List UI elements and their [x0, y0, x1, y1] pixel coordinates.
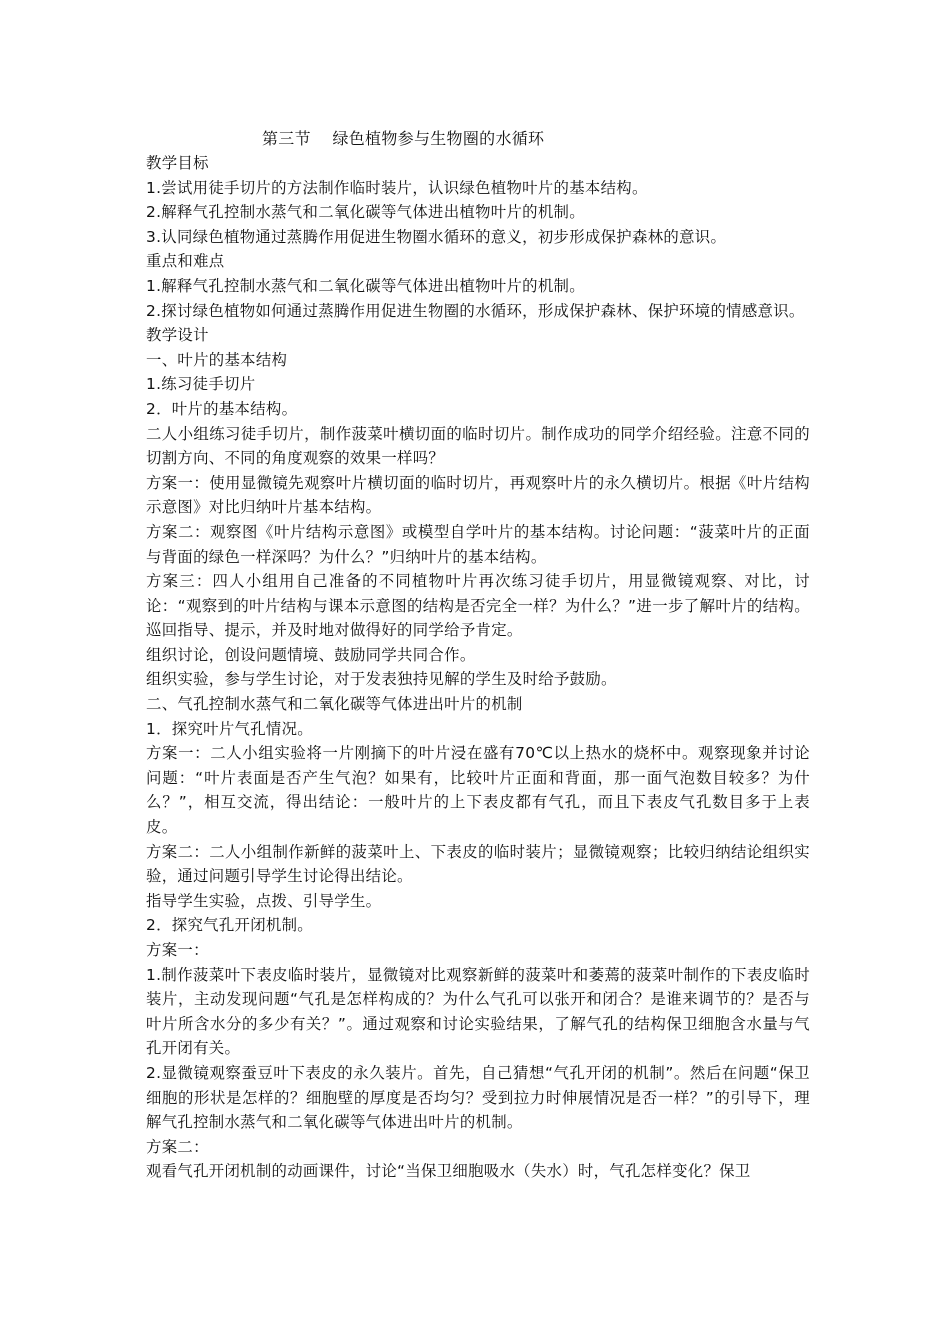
- paragraph: 方案一：: [146, 941, 209, 959]
- paragraph: 2．探究气孔开闭机制。: [146, 916, 313, 935]
- paragraph: 观看气孔开闭机制的动画课件，讨论“当保卫细胞吸水（失水）时，气孔怎样变化？保卫: [146, 1162, 751, 1181]
- paragraph: 1.制作菠菜叶下表皮临时装片，显微镜对比观察新鲜的菠菜叶和萎蔫的菠菜叶制作的下表皮临时装片，主动发现问题“气孔是怎样构成的？为什么气孔可以张开和闭合？是谁来调节的？是否与叶片所含水分的多少有关？”。通过观察和讨论实验结果，了解气孔的结构保卫细胞含水量与气孔开闭有关。: [146, 965, 810, 1058]
- paragraph: 1.尝试用徒手切片的方法制作临时装片，认识绿色植物叶片的基本结构。: [146, 178, 648, 197]
- paragraph: 方案二：二人小组制作新鲜的菠菜叶上、下表皮的临时装片；显微镜观察；比较归纳结论组织实验，通过问题引导学生讨论得出结论。: [146, 842, 810, 886]
- paragraph: 3.认同绿色植物通过蒸腾作用促进生物圈水循环的意义，初步形成保护森林的意识。: [146, 227, 727, 246]
- paragraph: 2．叶片的基本结构。: [146, 399, 298, 418]
- document-title: 第三节 绿色植物参与生物圈的水循环: [262, 129, 545, 148]
- paragraph: 方案三：四人小组用自己准备的不同植物叶片再次练习徒手切片，用显微镜观察、对比，讨论：“观察到的叶片结构与课本示意图的结构是否完全一样？为什么？”进一步了解叶片的结构。巡回指导、提示，并及时地对做得好的同学给予肯定。: [146, 572, 810, 640]
- paragraph: 2.显微镜观察蚕豆叶下表皮的永久装片。首先，自己猜想“气孔开闭的机制”。然后在问题“保卫细胞的形状是怎样的？细胞壁的厚度是否均匀？受到拉力时伸展情况是否一样？”的引导下，理解气孔控制水蒸气和二氧化碳等气体进出叶片的机制。: [146, 1063, 810, 1132]
- paragraph: 教学目标: [146, 154, 209, 172]
- paragraph: 1．探究叶片气孔情况。: [146, 719, 313, 738]
- paragraph: 2.解释气孔控制水蒸气和二氧化碳等气体进出植物叶片的机制。: [146, 203, 585, 222]
- document-body: [146, 151, 810, 1184]
- paragraph: 方案一：使用显微镜先观察叶片横切面的临时切片，再观察叶片的永久横切片。根据《叶片结构示意图》对比归纳叶片基本结构。: [146, 473, 810, 517]
- paragraph: 方案二：: [146, 1137, 209, 1156]
- paragraph: 一、叶片的基本结构: [146, 350, 288, 369]
- paragraph: 组织讨论，创设问题情境、鼓励同学共同合作。: [146, 645, 476, 664]
- paragraph: 方案二：观察图《叶片结构示意图》或模型自学叶片的基本结构。讨论问题：“菠菜叶片的正面与背面的绿色一样深吗？为什么？”归纳叶片的基本结构。: [146, 522, 810, 566]
- paragraph: 方案一：二人小组实验将一片刚摘下的叶片浸在盛有70℃以上热水的烧杯中。观察现象并讨论问题：“叶片表面是否产生气泡？如果有，比较叶片正面和背面，那一面气泡数目较多？为什么？”，相互交流，得出结论：一般叶片的上下表皮都有气孔，而且下表皮气孔数目多于上表皮。: [146, 744, 810, 837]
- paragraph: 指导学生实验，点拨、引导学生。: [146, 891, 382, 910]
- paragraph: 重点和难点: [146, 252, 225, 271]
- paragraph: 1.解释气孔控制水蒸气和二氧化碳等气体进出植物叶片的机制。: [146, 276, 585, 295]
- paragraph: 教学设计: [146, 326, 209, 345]
- paragraph: 2.探讨绿色植物如何通过蒸腾作用促进生物圈的水循环，形成保护森林、保护环境的情感意识。: [146, 301, 805, 320]
- paragraph: 1.练习徒手切片: [146, 375, 256, 394]
- paragraph: 二人小组练习徒手切片，制作菠菜叶横切面的临时切片。制作成功的同学介绍经验。注意不同的切割方向、不同的角度观察的效果一样吗？: [146, 424, 810, 468]
- paragraph: 组织实验，参与学生讨论，对于发表独持见解的学生及时给予鼓励。: [146, 670, 617, 689]
- paragraph: 二、气孔控制水蒸气和二氧化碳等气体进出叶片的机制: [146, 695, 523, 714]
